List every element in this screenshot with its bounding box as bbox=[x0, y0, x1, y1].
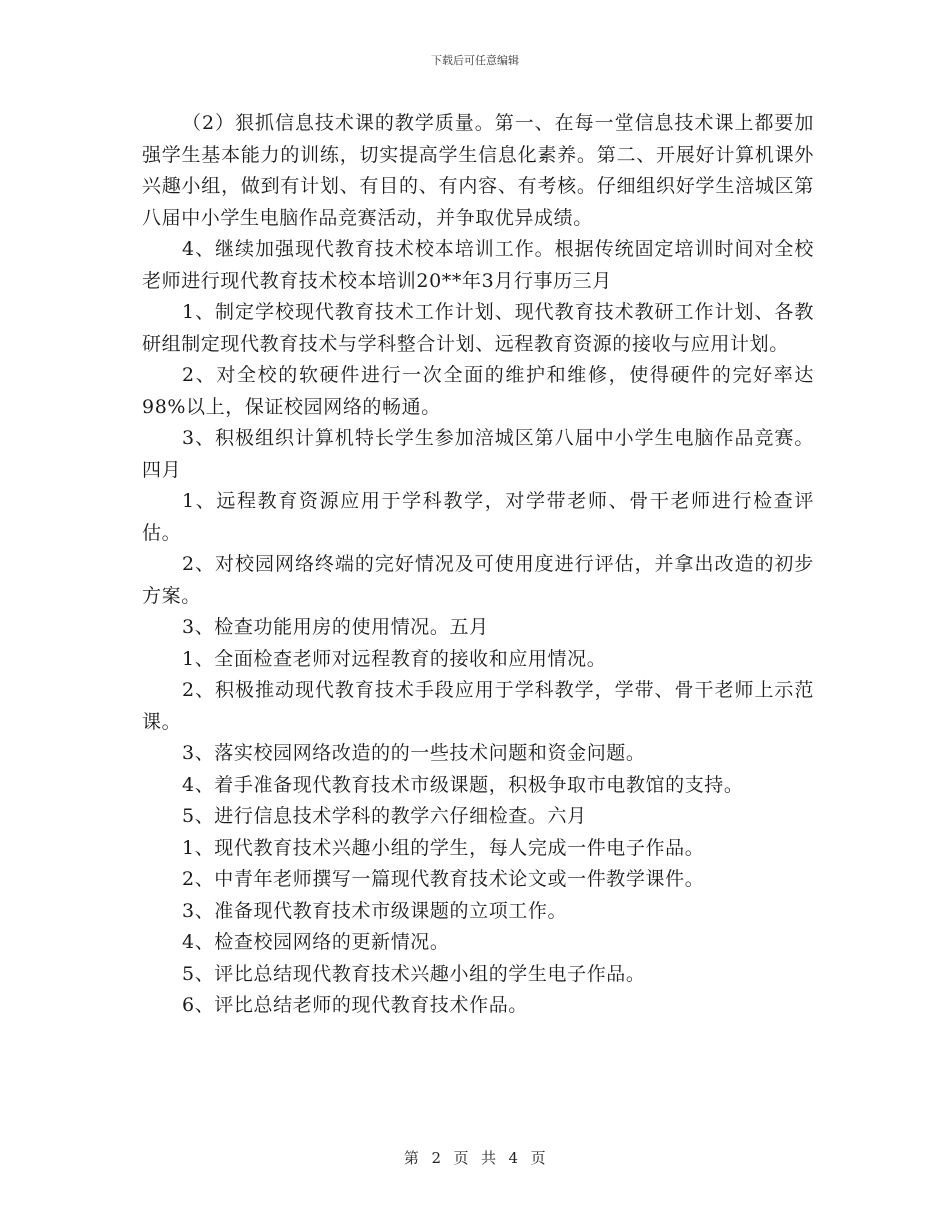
paragraph: 4、检查校园网络的更新情况。 bbox=[182, 931, 450, 953]
paragraph: 3、准备现代教育技术市级课题的立项工作。 bbox=[182, 899, 568, 922]
paragraph: 4、着手准备现代教育技术市级课题，积极争取市电教馆的支持。 bbox=[182, 773, 744, 796]
current-page-number: 2 bbox=[431, 1149, 442, 1167]
paragraph: 1、远程教育资源应用于学科教学，对学带老师、骨干老师进行检查评估。 bbox=[142, 490, 814, 544]
paragraph: 1、现代教育技术兴趣小组的学生，每人完成一件电子作品。 bbox=[182, 836, 705, 859]
page-number-footer bbox=[0, 1147, 950, 1168]
paragraph: 3、积极组织计算机特长学生参加涪城区第八届中小学生电脑作品竞赛。四月 bbox=[142, 427, 814, 481]
paragraph: 6、评比总结老师的现代教育技术作品。 bbox=[182, 994, 528, 1016]
paragraph: 2、积极推动现代教育技术手段应用于学科教学，学带、骨干老师上示范课。 bbox=[142, 679, 814, 733]
paragraph: 2、对校园网络终端的完好情况及可使用度进行评估，并拿出改造的初步方案。 bbox=[142, 553, 814, 607]
paragraph: 1、全面检查老师对远程教育的接收和应用情况。 bbox=[182, 647, 607, 670]
total-pages-number: 4 bbox=[508, 1149, 519, 1167]
footer-prefix: 第 bbox=[403, 1149, 420, 1167]
paragraph: 3、落实校园网络改造的的一些技术问题和资金问题。 bbox=[182, 742, 646, 764]
footer-page-word: 页 bbox=[453, 1149, 469, 1167]
page-header: 下载后可任意编辑 bbox=[431, 54, 519, 67]
footer-total-word: 共 bbox=[481, 1149, 497, 1167]
paragraph: 3、检查功能用房的使用情况。五月 bbox=[182, 616, 489, 638]
footer-suffix: 页 bbox=[530, 1149, 547, 1167]
paragraph: 5、评比总结现代教育技术兴趣小组的学生电子作品。 bbox=[182, 962, 646, 985]
document-body bbox=[142, 108, 814, 1022]
paragraph: 4、继续加强现代教育技术校本培训工作。根据传统固定培训时间对全校老师进行现代教育技术校本培训20**年3月行事历三月 bbox=[142, 238, 814, 292]
paragraph: 2、中青年老师撰写一篇现代教育技术论文或一件教学课件。 bbox=[182, 868, 705, 890]
paragraph: （2）狠抓信息技术课的教学质量。第一、在每一堂信息技术课上都要加强学生基本能力的训练，切实提高学生信息化素养。第二、开展好计算机课外兴趣小组，做到有计划、有目的、有内容、有考核。仔细组织好学生涪城区第八届中小学生电脑作品竞赛活动，并争取优异成绩。 bbox=[142, 112, 814, 229]
paragraph: 5、进行信息技术学科的教学六仔细检查。六月 bbox=[182, 805, 587, 827]
paragraph: 2、对全校的软硬件进行一次全面的维护和维修，使得硬件的完好率达98%以上，保证校园网络的畅通。 bbox=[142, 364, 814, 418]
paragraph: 1、制定学校现代教育技术工作计划、现代教育技术教研工作计划、各教研组制定现代教育技术与学科整合计划、远程教育资源的接收与应用计划。 bbox=[142, 301, 814, 355]
